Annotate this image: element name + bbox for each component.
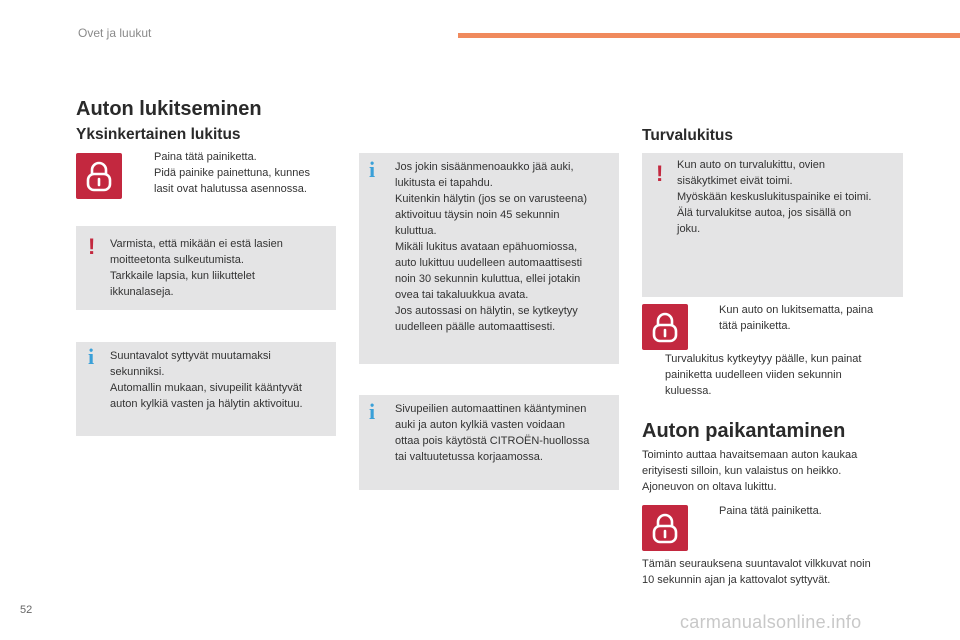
warning-box-deadlock	[642, 153, 903, 297]
info-icon: i	[369, 157, 376, 182]
padlock-icon	[652, 311, 678, 343]
locate-result: Tämän seurauksena suuntavalot vilkkuvat noin 10 sekunnin ajan ja kattovalot syttyvät.	[642, 558, 871, 586]
deadlock-button-icon	[642, 304, 688, 350]
section-title-lock: Auton lukitseminen	[76, 98, 262, 120]
info-box-alarm	[359, 153, 619, 364]
locate-step: Paina tätä painiketta.	[719, 505, 822, 517]
header-accent-bar	[458, 33, 960, 38]
warning-text-windows: Varmista, että mikään ei estä lasien moitteetonta sulkeutumista. Tarkkaile lapsia, kun liikuttelet ikkunalaseja.	[110, 238, 283, 298]
info-box-mirrors	[359, 395, 619, 490]
warning-icon: !	[656, 161, 664, 186]
deadlock-step-1: Kun auto on lukitsematta, paina tätä painiketta.	[719, 304, 874, 332]
deadlock-step-2: Turvalukitus kytkeytyy päälle, kun painat painiketta uudelleen viiden sekunnin kuluessa.	[665, 353, 862, 397]
locate-intro: Toiminto auttaa havaitsemaan auton kaukaa erityisesti silloin, kun valaistus on heikko. Ajoneuvon on oltava lukittu.	[642, 449, 858, 493]
page-number: 52	[20, 604, 33, 616]
info-text-indicators: Suuntavalot syttyvät muutamaksi sekunniksi. Automallin mukaan, sivupeilit kääntyvät auton kylkiä vasten ja hälytin aktivoituu.	[110, 350, 303, 410]
locate-button-icon	[642, 505, 688, 551]
lock-button-icon	[76, 153, 122, 199]
section-title-locate: Auton paikantaminen	[642, 420, 846, 442]
info-icon: i	[88, 344, 95, 369]
watermark: carmanualsonline.info	[680, 612, 862, 632]
info-text-mirrors: Sivupeilien automaattinen kääntyminen auki ja auton kylkiä vasten voidaan ottaa pois käytöstä CITROËN-huollossa tai valtuutetussa korjaamossa.	[395, 403, 590, 463]
padlock-icon	[86, 160, 112, 192]
info-text-alarm: Jos jokin sisäänmenoaukko jää auki, lukitusta ei tapahdu. Kuitenkin hälytin (jos se on varusteena) aktivoituu täysin noin 45 sekunnin kuluttua. Mikäli lukitus avataan epähuomiossa, auto lukittuu uudelleen automaattisesti noin 30 sekunnin kuluttua, ellei jotakin ovea tai takaluukkua avata. Jos autossasi on hälytin, se kytkeytyy uudelleen päälle automaattisesti.	[395, 161, 587, 333]
warning-box-windows	[76, 226, 336, 310]
warning-text-deadlock: Kun auto on turvalukittu, ovien sisäkytkimet eivät toimi. Myöskään keskuslukituspainike ei toimi. Älä turvalukitse autoa, jos sisällä on joku.	[677, 159, 872, 235]
simple-lock-step: Paina tätä painiketta. Pidä painike painettuna, kunnes lasit ovat halutussa asennossa.	[154, 151, 310, 195]
section-title-deadlock: Turvalukitus	[642, 127, 734, 144]
subsection-title-simple-lock: Yksinkertainen lukitus	[76, 126, 241, 143]
info-box-indicators	[76, 342, 336, 436]
chapter-title: Ovet ja luukut	[78, 26, 152, 40]
padlock-icon	[652, 512, 678, 544]
info-icon: i	[369, 399, 376, 424]
warning-icon: !	[88, 234, 96, 259]
